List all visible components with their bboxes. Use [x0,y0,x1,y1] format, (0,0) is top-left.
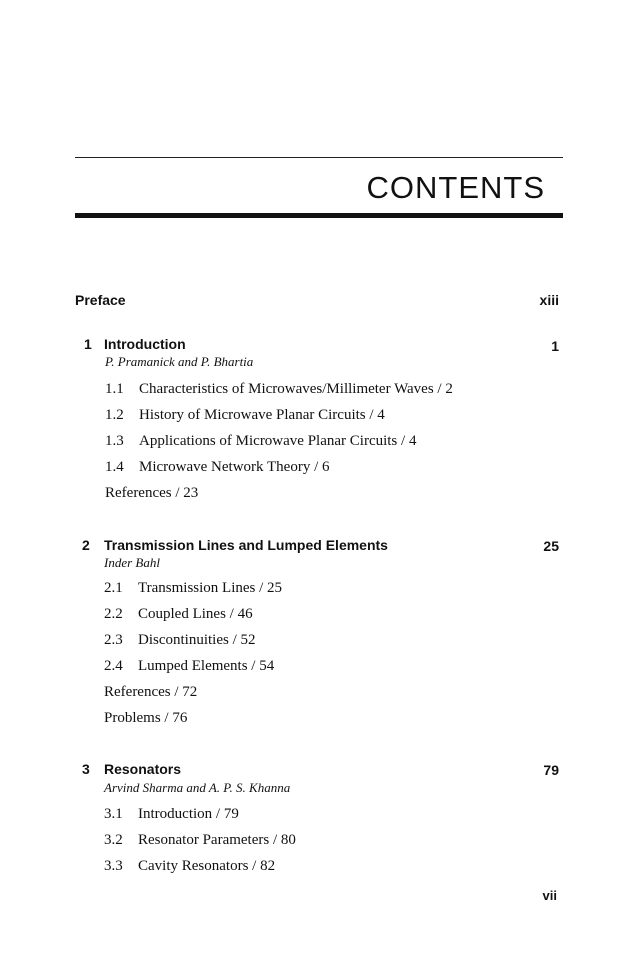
section-title: Problems / 76 [104,710,188,726]
section-title: History of Microwave Planar Circuits / 4 [139,407,385,423]
chapter-1-authors: P. Pramanick and P. Bhartia [105,354,254,369]
toc-line [104,657,274,675]
toc-line [105,406,385,424]
section-title: References / 23 [105,485,199,501]
toc-line [105,432,416,450]
section-number: 1.1 [105,381,124,397]
toc-line [104,683,197,701]
title-thick-rule [75,213,563,218]
section-number: 2.1 [104,580,123,596]
toc-line [104,605,253,623]
section-title: Transmission Lines / 25 [138,580,283,596]
preface-label: Preface [75,292,126,308]
section-number: 1.3 [105,433,124,449]
section-title: Lumped Elements / 54 [138,658,275,674]
chapter-1-page: 1 [551,338,559,354]
section-title: Coupled Lines / 46 [138,606,253,622]
chapter-3-authors: Arvind Sharma and A. P. S. Khanna [104,780,291,795]
section-title: Microwave Network Theory / 6 [139,459,330,475]
section-title: Applications of Microwave Planar Circuits / 4 [139,433,417,449]
chapter-1-number: 1 [84,336,92,352]
section-number: 2.2 [104,606,123,622]
chapter-2-title: Transmission Lines and Lumped Elements [104,537,388,553]
section-title: Discontinuities / 52 [138,632,256,648]
toc-line [104,579,282,597]
top-thin-rule [75,157,563,158]
section-number: 3.2 [104,832,123,848]
section-number: 1.2 [105,407,124,423]
toc-line [104,805,239,823]
section-number: 1.4 [105,459,124,475]
page-folio: vii [542,888,557,903]
toc-line [104,857,275,875]
section-title: Resonator Parameters / 80 [138,832,296,848]
section-title: Cavity Resonators / 82 [138,858,276,874]
preface-page: xiii [539,292,559,308]
chapter-2-number: 2 [82,537,90,553]
chapter-2-authors: Inder Bahl [104,555,160,570]
toc-line [104,831,296,849]
section-title: Characteristics of Microwaves/Millimeter Waves / 2 [139,381,453,397]
chapter-2-page: 25 [543,538,559,554]
section-number: 3.1 [104,806,123,822]
chapter-3-title: Resonators [104,761,182,777]
section-number: 3.3 [104,858,123,874]
toc-line [105,484,198,502]
section-number: 2.4 [104,658,123,674]
section-title: References / 72 [104,684,198,700]
chapter-3-page: 79 [543,762,559,778]
section-number: 2.3 [104,632,123,648]
chapter-1-title: Introduction [104,336,186,352]
page-title: CONTENTS [366,170,545,205]
toc-line [105,380,453,398]
section-title: Introduction / 79 [138,806,239,822]
toc-line [104,709,187,727]
toc-line [104,631,256,649]
toc-line [105,458,330,476]
chapter-3-number: 3 [82,761,90,777]
